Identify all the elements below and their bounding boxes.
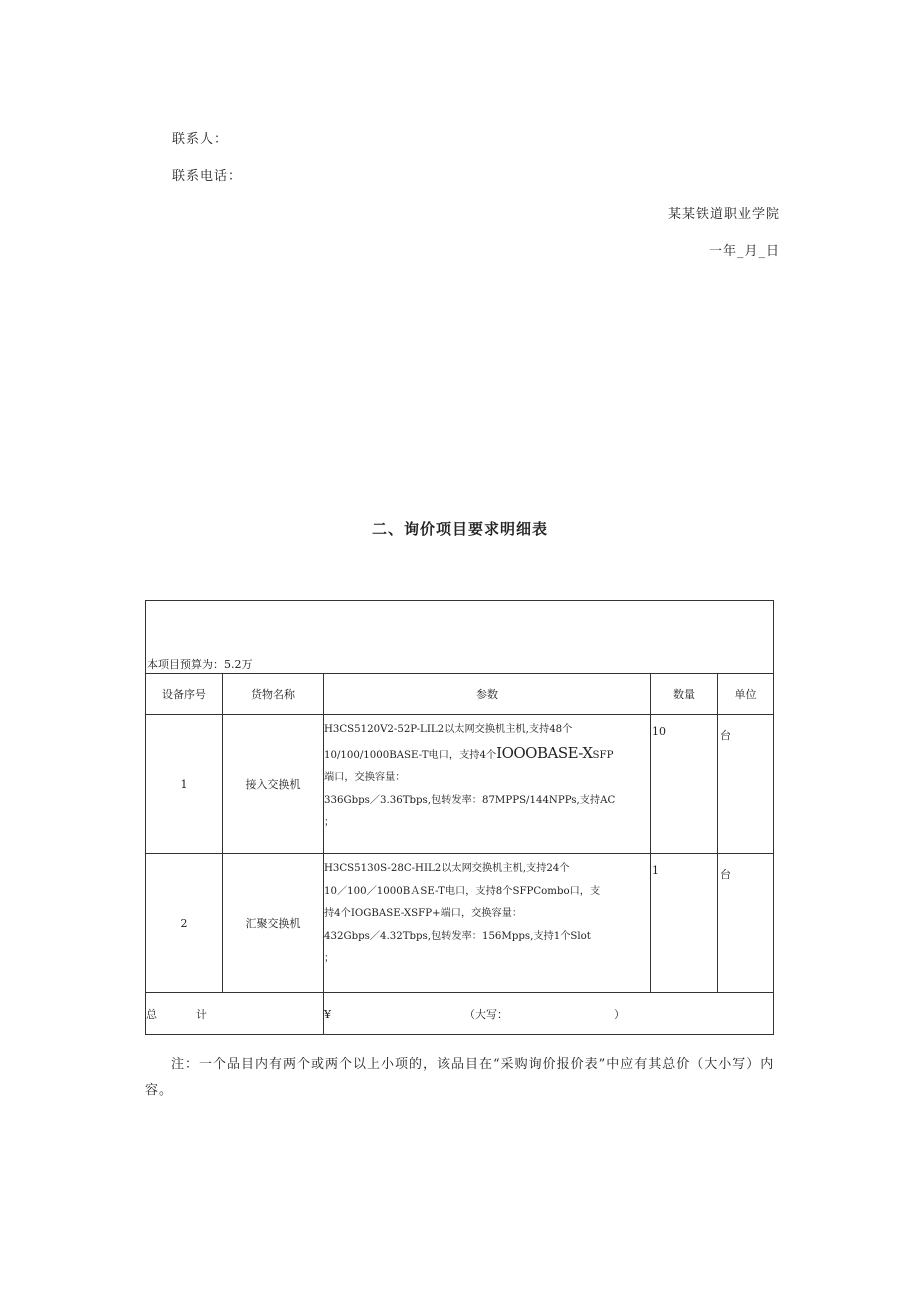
total-row	[146, 993, 774, 1035]
requirements-table	[145, 600, 774, 1035]
total-capital-open: （大写：	[464, 1007, 508, 1021]
contact-person-label: 联系人：	[172, 132, 229, 147]
total-amount-cell	[324, 993, 774, 1035]
header-seq: 设备序号	[146, 674, 223, 715]
param-fragment: SFP	[592, 749, 614, 761]
budget-cell	[146, 601, 774, 674]
param-line: 10／100／1000BＡSE-T电口，支持8个SFPCombo口，支	[324, 885, 601, 897]
param-line: ；	[324, 953, 335, 964]
table-row	[146, 854, 774, 993]
param-line: H3CS5130S-28C-HIL2以太网交换机主机,支持24个	[324, 863, 570, 874]
total-label-cell	[146, 993, 324, 1035]
section-title: 二、询价项目要求明细表	[371, 520, 548, 538]
param-line: H3CS5120V2-52P-LIL2以太网交换机主机,支持48个	[324, 724, 573, 735]
param-line: 持4个IOGBASE-XSFP+端口，交换容量：	[324, 908, 523, 919]
header-name: 货物名称	[223, 674, 324, 715]
row-name: 汇聚交换机	[223, 854, 324, 993]
total-capital-close: ）	[614, 1007, 625, 1021]
signature-date: 一年_月_日	[708, 244, 780, 259]
row-unit: 台	[718, 854, 774, 993]
footnote: 注：一个品目内有两个或两个以上小项的，该品目在“采购询价报价表”中应有其总价（大小写）内容。	[145, 1057, 775, 1098]
total-label-a: 总	[146, 1007, 157, 1021]
param-line: 432Gbps／4.32Tbps,包转发率：156Mpps,支持1个Slot	[324, 930, 591, 942]
param-line: 336Gbps／3.36Tbps,包转发率：87MPPS/144NPPs,支持AC	[324, 794, 616, 806]
param-fragment-large: IOOOBASE-X	[496, 743, 593, 762]
param-fragment: 10/100/1000BASE-T电口，支持4个	[324, 749, 497, 761]
row-qty: 1	[651, 854, 718, 993]
total-currency: ¥	[324, 1007, 331, 1021]
total-label-b: 计	[196, 1007, 207, 1021]
row-name: 接入交换机	[223, 715, 324, 854]
budget-text: 本项目预算为：5.2万	[147, 658, 253, 671]
param-line: ；	[324, 817, 335, 828]
header-unit: 单位	[718, 674, 774, 715]
row-seq: 1	[146, 715, 223, 854]
row-params	[324, 715, 651, 854]
header-qty: 数量	[651, 674, 718, 715]
header-params: 参数	[324, 674, 651, 715]
param-line: 端口，交换容量：	[324, 772, 406, 783]
row-seq: 2	[146, 854, 223, 993]
table-row	[146, 715, 774, 854]
row-unit: 台	[718, 715, 774, 854]
contact-phone-label: 联系电话：	[172, 169, 243, 184]
row-qty: 10	[651, 715, 718, 854]
row-params	[324, 854, 651, 993]
param-line	[324, 742, 650, 768]
table-header-row	[146, 674, 774, 715]
institution-name: 某某铁道职业学院	[667, 207, 780, 222]
